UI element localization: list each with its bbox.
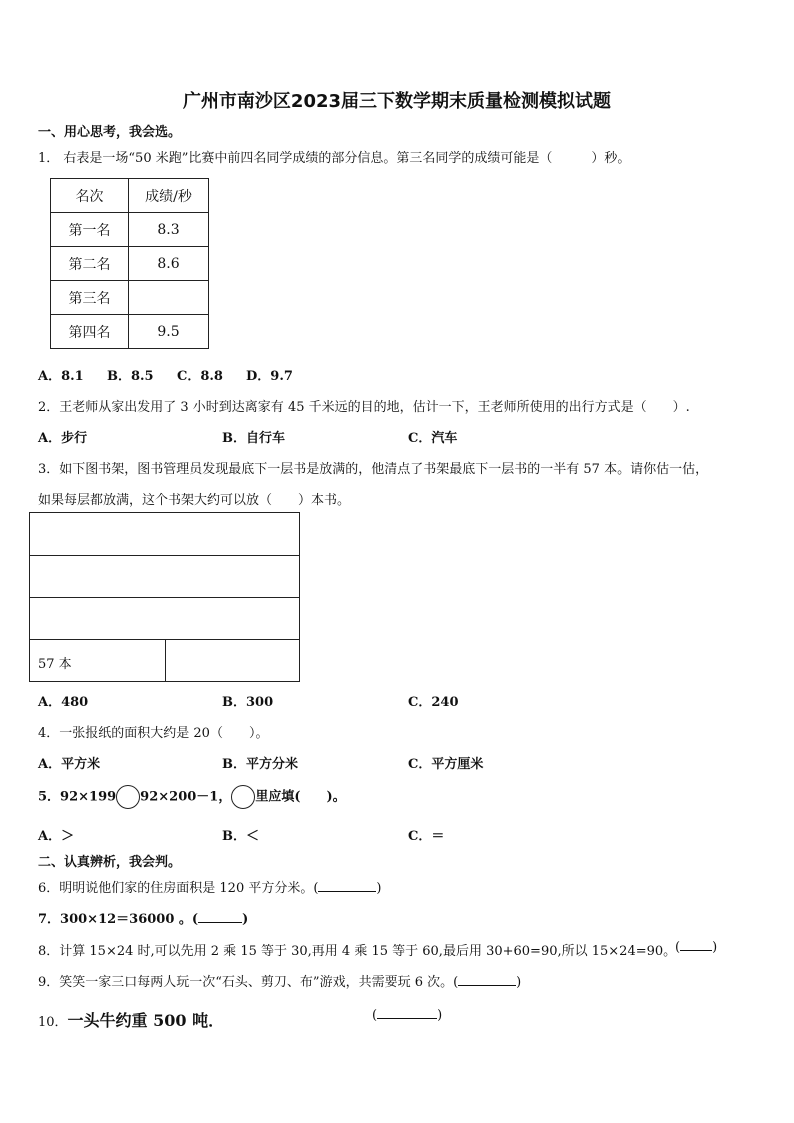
q3-option-c: C．240 [408, 695, 459, 710]
q1-option-d: D．9.7 [246, 369, 293, 384]
question-10-text [38, 1008, 224, 1031]
question-3-text-line2: 如果每层都放满，这个书架大约可以放（ ）本书。 [38, 493, 351, 508]
q2-option-a: A．步行 [38, 431, 88, 446]
table-cell: 9.5 [129, 315, 209, 349]
q10-statement: 一头牛约重 500 吨． [67, 1011, 225, 1030]
answer-blank[interactable] [377, 1018, 437, 1019]
question-9-text: 9．笑笑一家三口每两人玩一次“石头、剪刀、布”游戏，共需要玩 6 次。( ) [38, 975, 522, 990]
table-cell: 第三名 [51, 281, 129, 315]
q4-option-a: A．平方米 [38, 757, 101, 772]
score-table [50, 178, 209, 349]
bookshelf-diagram [29, 512, 300, 682]
q5-part2: 92×200－1， [140, 789, 232, 805]
q3-option-b: B．300 [222, 695, 274, 710]
question-7-text: 7．300×12＝36000 。( ) [38, 912, 249, 927]
table-row [51, 281, 209, 315]
table-cell-blank [129, 281, 209, 315]
q2-option-b: B．自行车 [222, 431, 285, 446]
table-row [51, 315, 209, 349]
q5-option-b: B．＜ [222, 829, 259, 844]
q1-option-a: A．8.1 [38, 369, 84, 384]
question-10-answer: ( ) [372, 1008, 443, 1023]
table-cell: 8.3 [129, 213, 209, 247]
q5-part1: 5．92×199 [38, 789, 117, 805]
question-1-text: 1． 右表是一场“50 米跑”比赛中前四名同学成绩的部分信息。第三名同学的成绩可能是（ ）秒。 [38, 151, 631, 166]
table-cell: 第四名 [51, 315, 129, 349]
compare-circle-icon [116, 785, 140, 809]
q4-option-b: B．平方分米 [222, 757, 298, 772]
table-cell: 8.6 [129, 247, 209, 281]
q10-number: 10． [38, 1015, 68, 1030]
question-8-text: 8．计算 15×24 时,可以先用 2 乘 15 等于 30,再用 4 乘 15 等于 60,最后用 30+60=90,所以 15×24=90。 [38, 944, 677, 959]
question-2-text: 2．王老师从家出发用了 3 小时到达离家有 45 千米远的目的地，估计一下，王老师所使用的出行方式是（ ）. [38, 400, 690, 415]
q5-part3: 里应填( )。 [255, 789, 346, 805]
table-header-cell: 成绩/秒 [129, 179, 209, 213]
q2-option-c: C．汽车 [408, 431, 458, 446]
answer-blank[interactable] [458, 985, 516, 986]
section-heading-2: 二、认真辨析，我会判。 [38, 855, 182, 870]
table-header-cell: 名次 [51, 179, 129, 213]
compare-circle-icon [231, 785, 255, 809]
shelf-divider [30, 597, 299, 598]
question-3-text-line1: 3．如下图书架，图书管理员发现最底下一层书是放满的，他清点了书架最底下一层书的一半有 57 本。请你估一估， [38, 462, 709, 477]
table-row [51, 213, 209, 247]
shelf-divider [30, 555, 299, 556]
q5-option-c: C．＝ [408, 829, 445, 844]
q5-option-a: A．＞ [38, 829, 75, 844]
table-cell: 第二名 [51, 247, 129, 281]
q1-option-b: B．8.5 [107, 369, 154, 384]
answer-blank[interactable] [198, 922, 242, 923]
question-5-text [38, 785, 346, 809]
table-row [51, 247, 209, 281]
shelf-half-divider [165, 640, 166, 682]
answer-blank[interactable] [680, 950, 712, 951]
table-header-row [51, 179, 209, 213]
table-cell: 第一名 [51, 213, 129, 247]
q1-option-c: C．8.8 [177, 369, 223, 384]
question-6-text: 6．明明说他们家的住房面积是 120 平方分米。( ) [38, 881, 382, 896]
q4-option-c: C．平方厘米 [408, 757, 484, 772]
answer-blank[interactable] [318, 891, 376, 892]
section-heading-1: 一、用心思考，我会选。 [38, 125, 182, 140]
page-title: 广州市南沙区2023届三下数学期末质量检测模拟试题 [182, 91, 612, 112]
question-4-text: 4．一张报纸的面积大约是 20（ ）。 [38, 726, 269, 741]
question-8-answer: ( ) [675, 940, 718, 955]
q3-option-a: A．480 [38, 695, 89, 710]
shelf-label: 57 本 [38, 657, 72, 672]
